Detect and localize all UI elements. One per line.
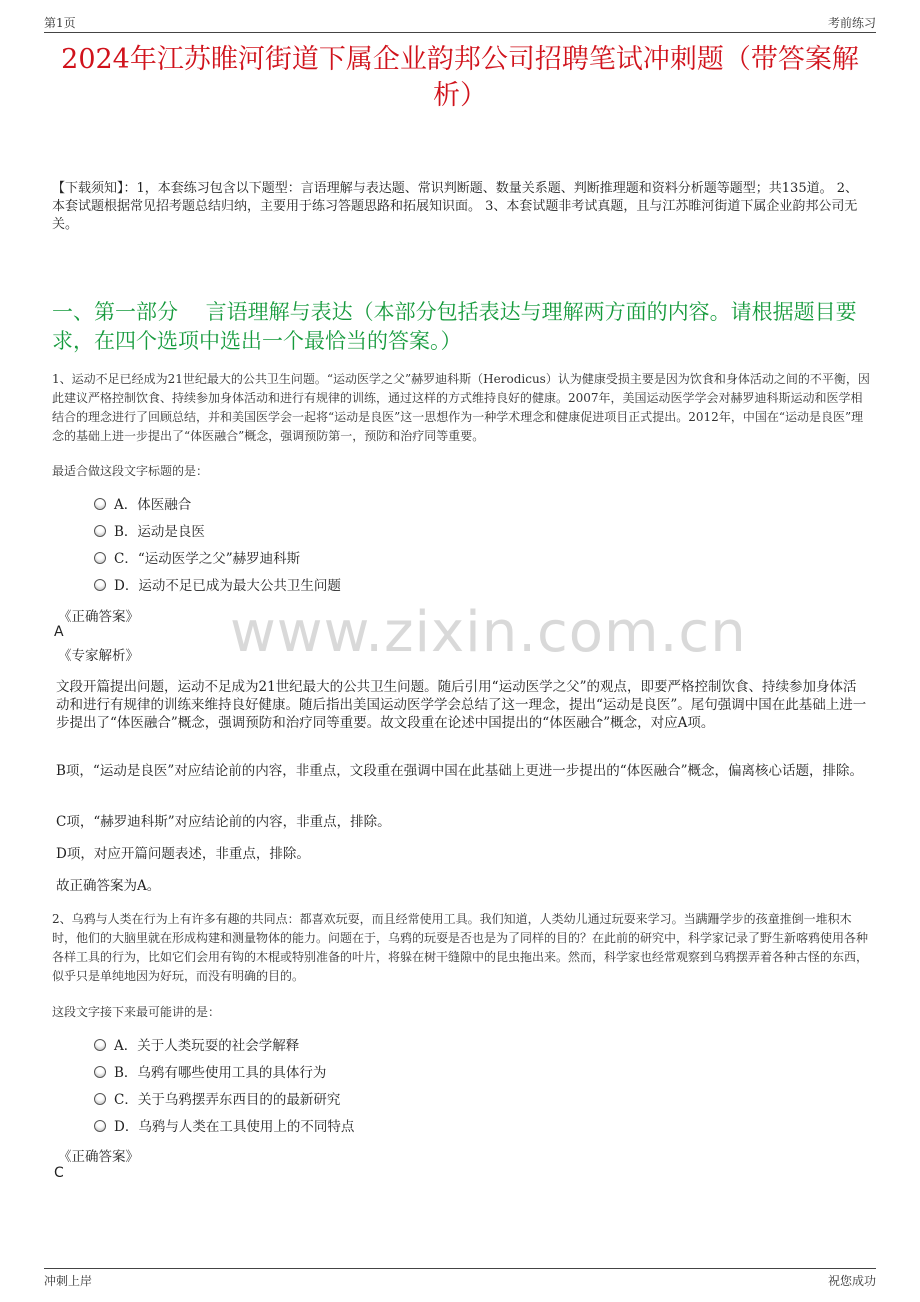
q1-analysis-paragraph: 故正确答案为A。 [56, 878, 161, 894]
q1-option-a[interactable]: A．体医融合 [94, 495, 191, 515]
q1-answer-label: 《正确答案》 [58, 609, 139, 625]
radio-icon[interactable] [94, 1093, 106, 1105]
q2-answer: C [54, 1165, 64, 1181]
radio-icon[interactable] [94, 552, 106, 564]
question-1-prompt: 最适合做这段文字标题的是： [52, 464, 209, 478]
section-heading: 一、第一部分 言语理解与表达（本部分包括表达与理解两方面的内容。请根据题目要求，在四个选项中选出一个最恰当的答案。） [52, 300, 857, 353]
page-number: 第1页 [44, 16, 76, 30]
q1-option-b[interactable]: B．运动是良医 [94, 522, 205, 542]
q2-option-a[interactable]: A．关于人类玩耍的社会学解释 [94, 1036, 299, 1056]
question-2-text: 2、乌鸦与人类在行为上有许多有趣的共同点：都喜欢玩耍，而且经常使用工具。我们知道，人类幼儿通过玩耍来学习。当蹒跚学步的孩童推倒一堆积木时，他们的大脑里就在形成构建和测量物体的能力。问题在于，乌鸦的玩耍是否也是为了同样的目的？在此前的研究中，科学家记录了野生新喀鸦使用各种各样工具的行为，比如它们会用有钩的木棍或特别准备的叶片，将躲在树干缝隙中的昆虫拖出来。然而，科学家也经常观察到乌鸦摆弄着各种古怪的东西，似乎只是单纯地因为好玩，而没有明确的目的。 [52, 912, 869, 983]
q2-option-c[interactable]: C．关于乌鸦摆弄东西目的的最新研究 [94, 1090, 340, 1110]
q2-option-d[interactable]: D．乌鸦与人类在工具使用上的不同特点 [94, 1117, 354, 1137]
radio-icon[interactable] [94, 579, 106, 591]
header-tag: 考前练习 [827, 16, 876, 30]
q1-analysis-paragraph: C项，“赫罗迪科斯”对应结论前的内容，非重点，排除。 [56, 814, 391, 830]
document-title: 2024年江苏睢河街道下属企业韵邦公司招聘笔试冲刺题（带答案解析） [61, 44, 859, 111]
watermark: www.zixin.com.cn [230, 600, 747, 665]
q1-answer: A [54, 624, 64, 640]
download-notice: 【下载须知】：1，本套练习包含以下题型：言语理解与表达题、常识判断题、数量关系题、判断推理题和资料分析题等题型；共135道。 2、本套试题根据常见招考题总结归纳，主要用于练习答题思路和拓展知识面。 3、本套试题非考试真题，且与江苏睢河街道下属企业韵邦公司无关。 [52, 181, 858, 232]
q1-analysis-paragraph: 文段开篇提出问题，运动不足成为21世纪最大的公共卫生问题。随后引用“运动医学之父”的观点，即要严格控制饮食、持续参加身体活动和进行有规律的训练来维持良好健康。随后指出美国运动医学学会总结了这一理念，提出“运动是良医”。尾句强调中国在此基础上进一步提出了“体医融合”概念，强调预防和治疗同等重要。故文段重在论述中国提出的“体医融合”概念，对应A项。 [56, 679, 867, 731]
page-header [44, 12, 876, 33]
q1-analysis-paragraph: D项，对应开篇问题表述，非重点，排除。 [56, 846, 310, 862]
question-2-prompt: 这段文字接下来最可能讲的是： [52, 1005, 221, 1019]
radio-icon[interactable] [94, 1120, 106, 1132]
radio-icon[interactable] [94, 1039, 106, 1051]
q1-analysis-paragraph: B项，“运动是良医”对应结论前的内容，非重点，文段重在强调中国在此基础上更进一步提出的“体医融合”概念，偏离核心话题，排除。 [56, 763, 864, 779]
q1-analysis-label: 《专家解析》 [58, 648, 139, 664]
q2-option-b[interactable]: B．乌鸦有哪些使用工具的具体行为 [94, 1063, 326, 1083]
footer-left-text: 冲刺上岸 [44, 1274, 93, 1288]
q2-answer-label: 《正确答案》 [58, 1149, 139, 1165]
radio-icon[interactable] [94, 525, 106, 537]
footer-right-text: 祝您成功 [827, 1274, 876, 1288]
q1-option-c[interactable]: C．“运动医学之父”赫罗迪科斯 [94, 549, 300, 569]
question-1-text: 1、运动不足已经成为21世纪最大的公共卫生问题。“运动医学之父”赫罗迪科斯（Herodicus）认为健康受损主要是因为饮食和身体活动之间的不平衡，因此建议严格控制饮食、持续参加身体活动和进行有规律的训练，通过这样的方式维持良好的健康。2007年，美国运动医学学会对赫罗迪科斯运动和医学相结合的理念进行了回顾总结，并和美国医学会一起将“运动是良医”这一思想作为一种学术理念和健康促进项目正式提出。2012年，中国在“运动是良医”理念的基础上进一步提出了“体医融合”概念，强调预防第一，预防和治疗同等重要。 [52, 372, 870, 443]
radio-icon[interactable] [94, 1066, 106, 1078]
radio-icon[interactable] [94, 498, 106, 510]
page-footer [44, 1268, 876, 1289]
q1-option-d[interactable]: D．运动不足已成为最大公共卫生问题 [94, 576, 341, 596]
